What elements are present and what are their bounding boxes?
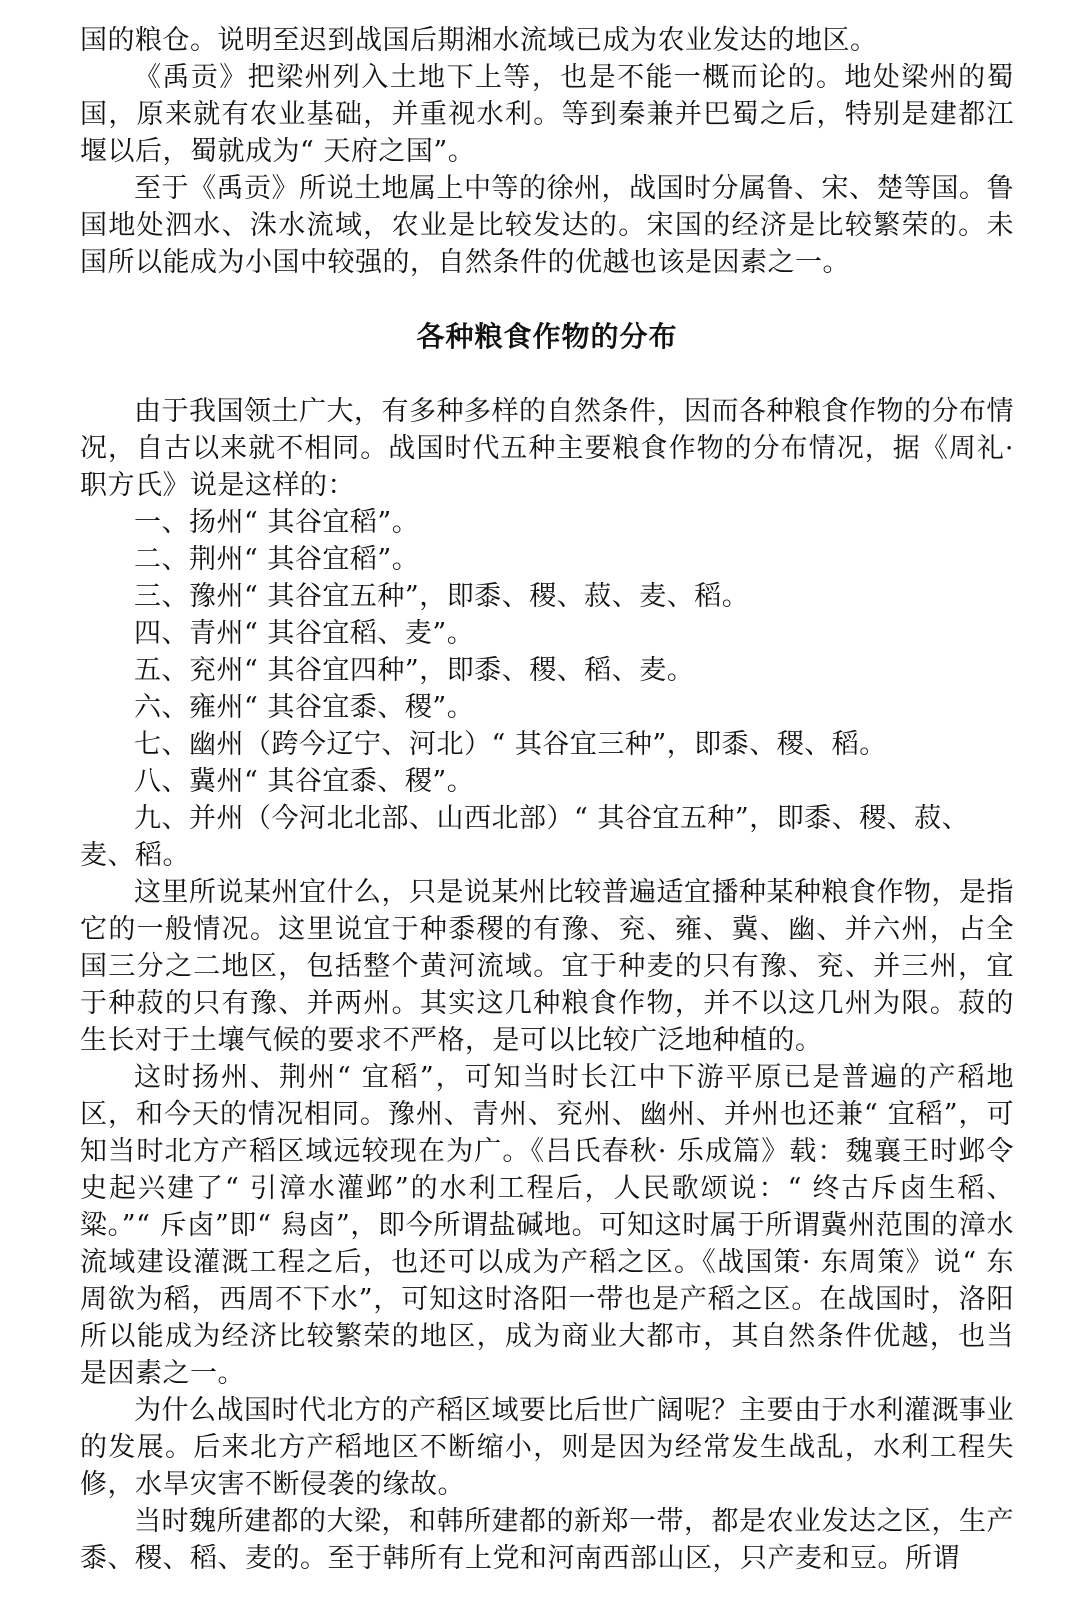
intro-paragraph-liangzhou: 《禹贡》把梁州列入土地下上等，也是不能一概而论的。地处梁州的蜀国，原来就有农业基础，并重视水利。等到秦兼并巴蜀之后，特别是建都江堰以后，蜀就成为“ 天府之国”。 — [80, 62, 1014, 167]
intro-paragraph-continuation: 国的粮仓。说明至迟到战国后期湘水流域已成为农业发达的地区。 — [80, 25, 878, 56]
body-paragraph: 这里所说某州宜什么，只是说某州比较普遍适宜播种某种粮食作物，是指它的一般情况。这里说宜于种黍稷的有豫、兖、雍、冀、幽、并六州，占全国三分之二地区，包括整个黄河流域。宜于种麦的只有豫、兖、并三州，宜于种菽的只有豫、并两州。其实这几种粮食作物，并不以这几州为限。菽的生长对于土壤气候的要求不严格，是可以比较广泛地种植的。 — [80, 877, 1014, 1056]
body-paragraph: 为什么战国时代北方的产稻区域要比后世广阔呢？主要由于水利灌溉事业的发展。后来北方产稻地区不断缩小，则是因为经常发生战乱，水利工程失修，水旱灾害不断侵袭的缘故。 — [80, 1395, 1014, 1500]
section-intro-paragraph: 由于我国领土广大，有多种多样的自然条件，因而各种粮食作物的分布情况，自古以来就不相同。战国时代五种主要粮食作物的分布情况，据《周礼· 职方氏》说是这样的： — [80, 396, 1014, 501]
intro-paragraph-xuzhou: 至于《禹贡》所说土地属上中等的徐州，战国时分属鲁、宋、楚等国。鲁国地处泗水、洙水流域，农业是比较发达的。宋国的经济是比较繁荣的。未国所以能成为小国中较强的，自然条件的优越也该是因素之一。 — [80, 173, 1014, 278]
crop-distribution-list — [80, 504, 1014, 874]
list-item: 八、冀州“ 其谷宜黍、稷”。 — [134, 766, 475, 797]
list-item: 五、兖州“ 其谷宜四种”，即黍、稷、稻、麦。 — [134, 655, 695, 686]
list-item: 六、雍州“ 其谷宜黍、稷”。 — [134, 692, 475, 723]
body-paragraph: 这时扬州、荆州“ 宜稻”，可知当时长江中下游平原已是普遍的产稻地区，和今天的情况相同。豫州、青州、兖州、幽州、并州也还兼“ 宜稻”，可知当时北方产稻区域远较现在为广。《吕氏春秋· 乐成篇》载：魏襄王时邺令史起兴建了“ 引漳水灌邺”的水利工程后，人民歌颂说：“ 终古斥卤生稻、粱。”“ 斥卤”即“ 舄卤”，即今所谓盐碱地。可知这时属于所谓冀州范围的漳水流域建设灌溉工程之后，也还可以成为产稻之区。《战国策· 东周策》说“ 东周欲为稻，西周不下水”，可知这时洛阳一带也是产稻之区。在战国时，洛阳所以能成为经济比较繁荣的地区，成为商业大都市，其自然条件优越，也当是因素之一。 — [80, 1062, 1014, 1389]
list-item: 七、幽州（跨今辽宁、河北）“ 其谷宜三种”，即黍、稷、稻。 — [134, 729, 887, 760]
list-item: 九、并州（今河北北部、山西北部）“ 其谷宜五种”，即黍、稷、菽、麦、稻。 — [80, 803, 970, 871]
list-item: 四、青州“ 其谷宜稻、麦”。 — [134, 618, 475, 649]
body-paragraph: 当时魏所建都的大梁，和韩所建都的新郑一带，都是农业发达之区，生产黍、稷、稻、麦的。至于韩所有上党和河南西部山区，只产麦和豆。所谓 — [80, 1506, 1014, 1574]
section-heading: 各种粮食作物的分布 — [416, 320, 678, 353]
list-item: 三、豫州“ 其谷宜五种”，即黍、稷、菽、麦、稻。 — [134, 581, 750, 612]
list-item: 二、荆州“ 其谷宜稻”。 — [134, 544, 420, 575]
list-item: 一、扬州“ 其谷宜稻”。 — [134, 507, 420, 538]
